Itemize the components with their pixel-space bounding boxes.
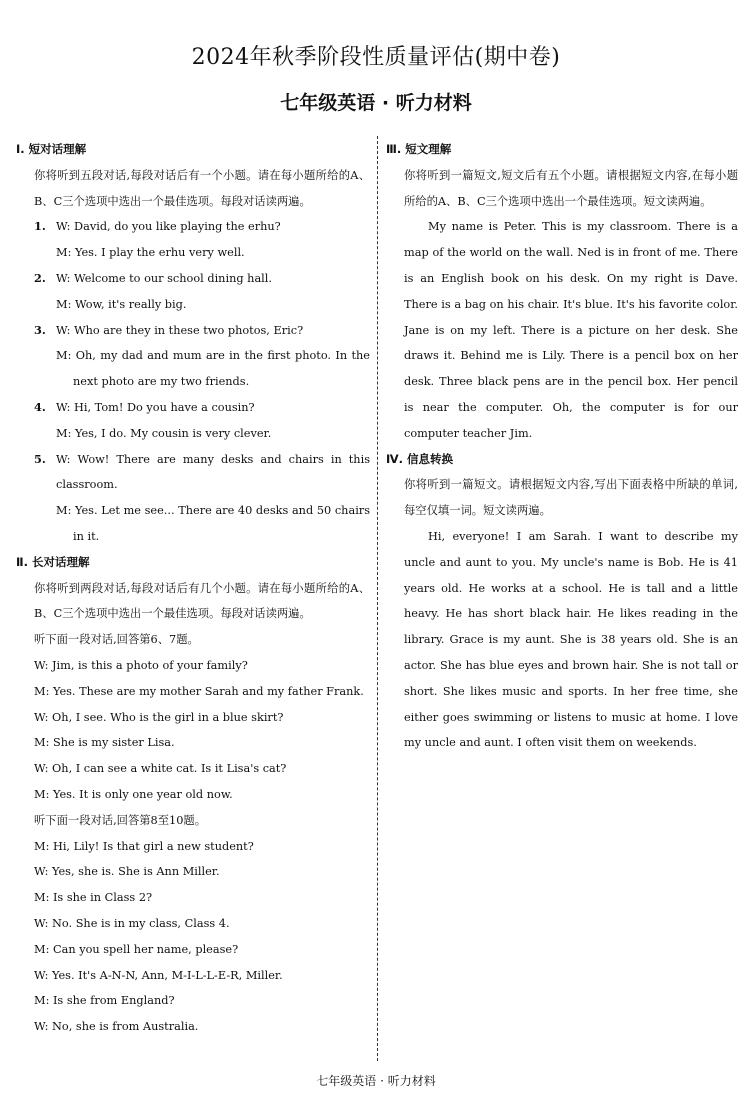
item-number: 3. (34, 322, 46, 337)
dialog-line: M: Yes. Let me see... There are 40 desks and 50 chairs in it. (56, 504, 370, 543)
page-footer: 七年级英语 · 听力材料 (316, 1074, 436, 1088)
section-1-instructions: 你将听到五段对话,每段对话后有一个小题。请在每小题所给的A、B、C三个选项中选出一个最佳选项。每段对话读两遍。 (34, 168, 370, 208)
dialog-line: W: Wow! There are many desks and chairs in this classroom. (56, 452, 370, 492)
section-4-heading: Ⅳ. 信息转换 (386, 451, 454, 466)
dialog-line: M: Hi, Lily! Is that girl a new student? (34, 839, 254, 853)
dialog-item-4 (16, 395, 370, 447)
dialog-item-2 (16, 266, 370, 318)
dialog-line: W: No. She is in my class, Class 4. (34, 916, 230, 930)
section-1-heading: Ⅰ. 短对话理解 (16, 142, 87, 156)
dialog-line: M: Can you spell her name, please? (34, 942, 239, 956)
dialog-intro-1: 听下面一段对话,回答第6、7题。 (34, 633, 199, 647)
dialog-line: W: No, she is from Australia. (34, 1020, 199, 1034)
dialog-line: M: Oh, my dad and mum are in the first photo. In the next photo are my two friends. (56, 349, 370, 389)
right-column (386, 137, 738, 756)
dialog-line: W: Yes. It's A-N-N, Ann, M-I-L-L-E-R, Miller. (34, 968, 283, 982)
section-4-passage: Hi, everyone! I am Sarah. I want to describe my uncle and aunt to you. My uncle's name is Bob. He is 41 years old. He works at a school. He is tall and a little heavy. He has short black hair. He likes reading in the library. Grace is my aunt. She is 38 years old. She is an actor. She has blue eyes and brown hair. She is not tall or short. She likes music and sports. In her free time, she either goes swimming or listens to music at home. I love my uncle and aunt. I often visit them on weekends. (404, 529, 738, 750)
dialog-item-5 (16, 447, 370, 550)
dialog-line: M: Wow, it's really big. (56, 297, 187, 311)
section-3-instructions: 你将听到一篇短文,短文后有五个小题。请根据短文内容,在每小题所给的A、B、C三个选项中选出一个最佳选项。短文读两遍。 (404, 168, 738, 208)
item-number: 2. (34, 270, 46, 285)
dialog-item-3 (16, 318, 370, 395)
dialog-line: W: Who are they in these two photos, Eric? (56, 323, 304, 337)
dialog-line: M: Yes. I play the erhu very well. (56, 246, 245, 260)
dialog-line: W: Hi, Tom! Do you have a cousin? (56, 400, 255, 414)
dialog-line: M: Is she in Class 2? (34, 891, 153, 905)
dialog-line: W: Oh, I see. Who is the girl in a blue skirt? (34, 710, 284, 724)
dialog-line: W: David, do you like playing the erhu? (56, 220, 281, 234)
section-2-heading: Ⅱ. 长对话理解 (16, 554, 90, 569)
page-subtitle: 七年级英语 · 听力材料 (280, 92, 472, 114)
dialog-line: M: Is she from England? (34, 994, 175, 1008)
section-3-heading: Ⅲ. 短文理解 (386, 142, 452, 156)
dialog-line: W: Oh, I can see a white cat. Is it Lisa's cat? (34, 762, 287, 776)
dialog-line: M: Yes. It is only one year old now. (34, 787, 233, 801)
dialog-line: M: She is my sister Lisa. (34, 736, 175, 750)
dialog-line: W: Welcome to our school dining hall. (56, 271, 272, 285)
dialog-line: M: Yes, I do. My cousin is very clever. (56, 426, 272, 440)
section-4-instructions: 你将听到一篇短文。请根据短文内容,写出下面表格中所缺的单词,每空仅填一词。短文读两遍。 (404, 478, 738, 518)
item-number: 5. (34, 451, 46, 466)
page-title: 2024年秋季阶段性质量评估(期中卷) (191, 45, 561, 70)
item-number: 1. (34, 219, 46, 234)
dialog-line: M: Yes. These are my mother Sarah and my father Frank. (34, 684, 364, 698)
dialog-intro-2: 听下面一段对话,回答第8至10题。 (34, 813, 207, 827)
column-divider (377, 136, 378, 1061)
dialog-line: W: Yes, she is. She is Ann Miller. (34, 865, 220, 879)
section-2-instructions: 你将听到两段对话,每段对话后有几个小题。请在每小题所给的A、B、C三个选项中选出一个最佳选项。每段对话读两遍。 (34, 581, 370, 621)
left-column (16, 137, 370, 1040)
item-number: 4. (34, 399, 46, 414)
dialog-line: W: Jim, is this a photo of your family? (34, 658, 248, 672)
section-3-passage: My name is Peter. This is my classroom. There is a map of the world on the wall. Ned is in front of me. There is an English book on his desk. On my right is Dave. There is a bag on his chair. It's blue. It's his favorite color. Jane is on my left. There is a picture on her desk. She draws it. Behind me is Lily. There is a pencil box on her desk. Three black pens are in the pencil box. Her pencil is near the computer. Oh, the computer is for our computer teacher Jim. (404, 220, 738, 440)
dialog-item-1 (16, 214, 370, 266)
